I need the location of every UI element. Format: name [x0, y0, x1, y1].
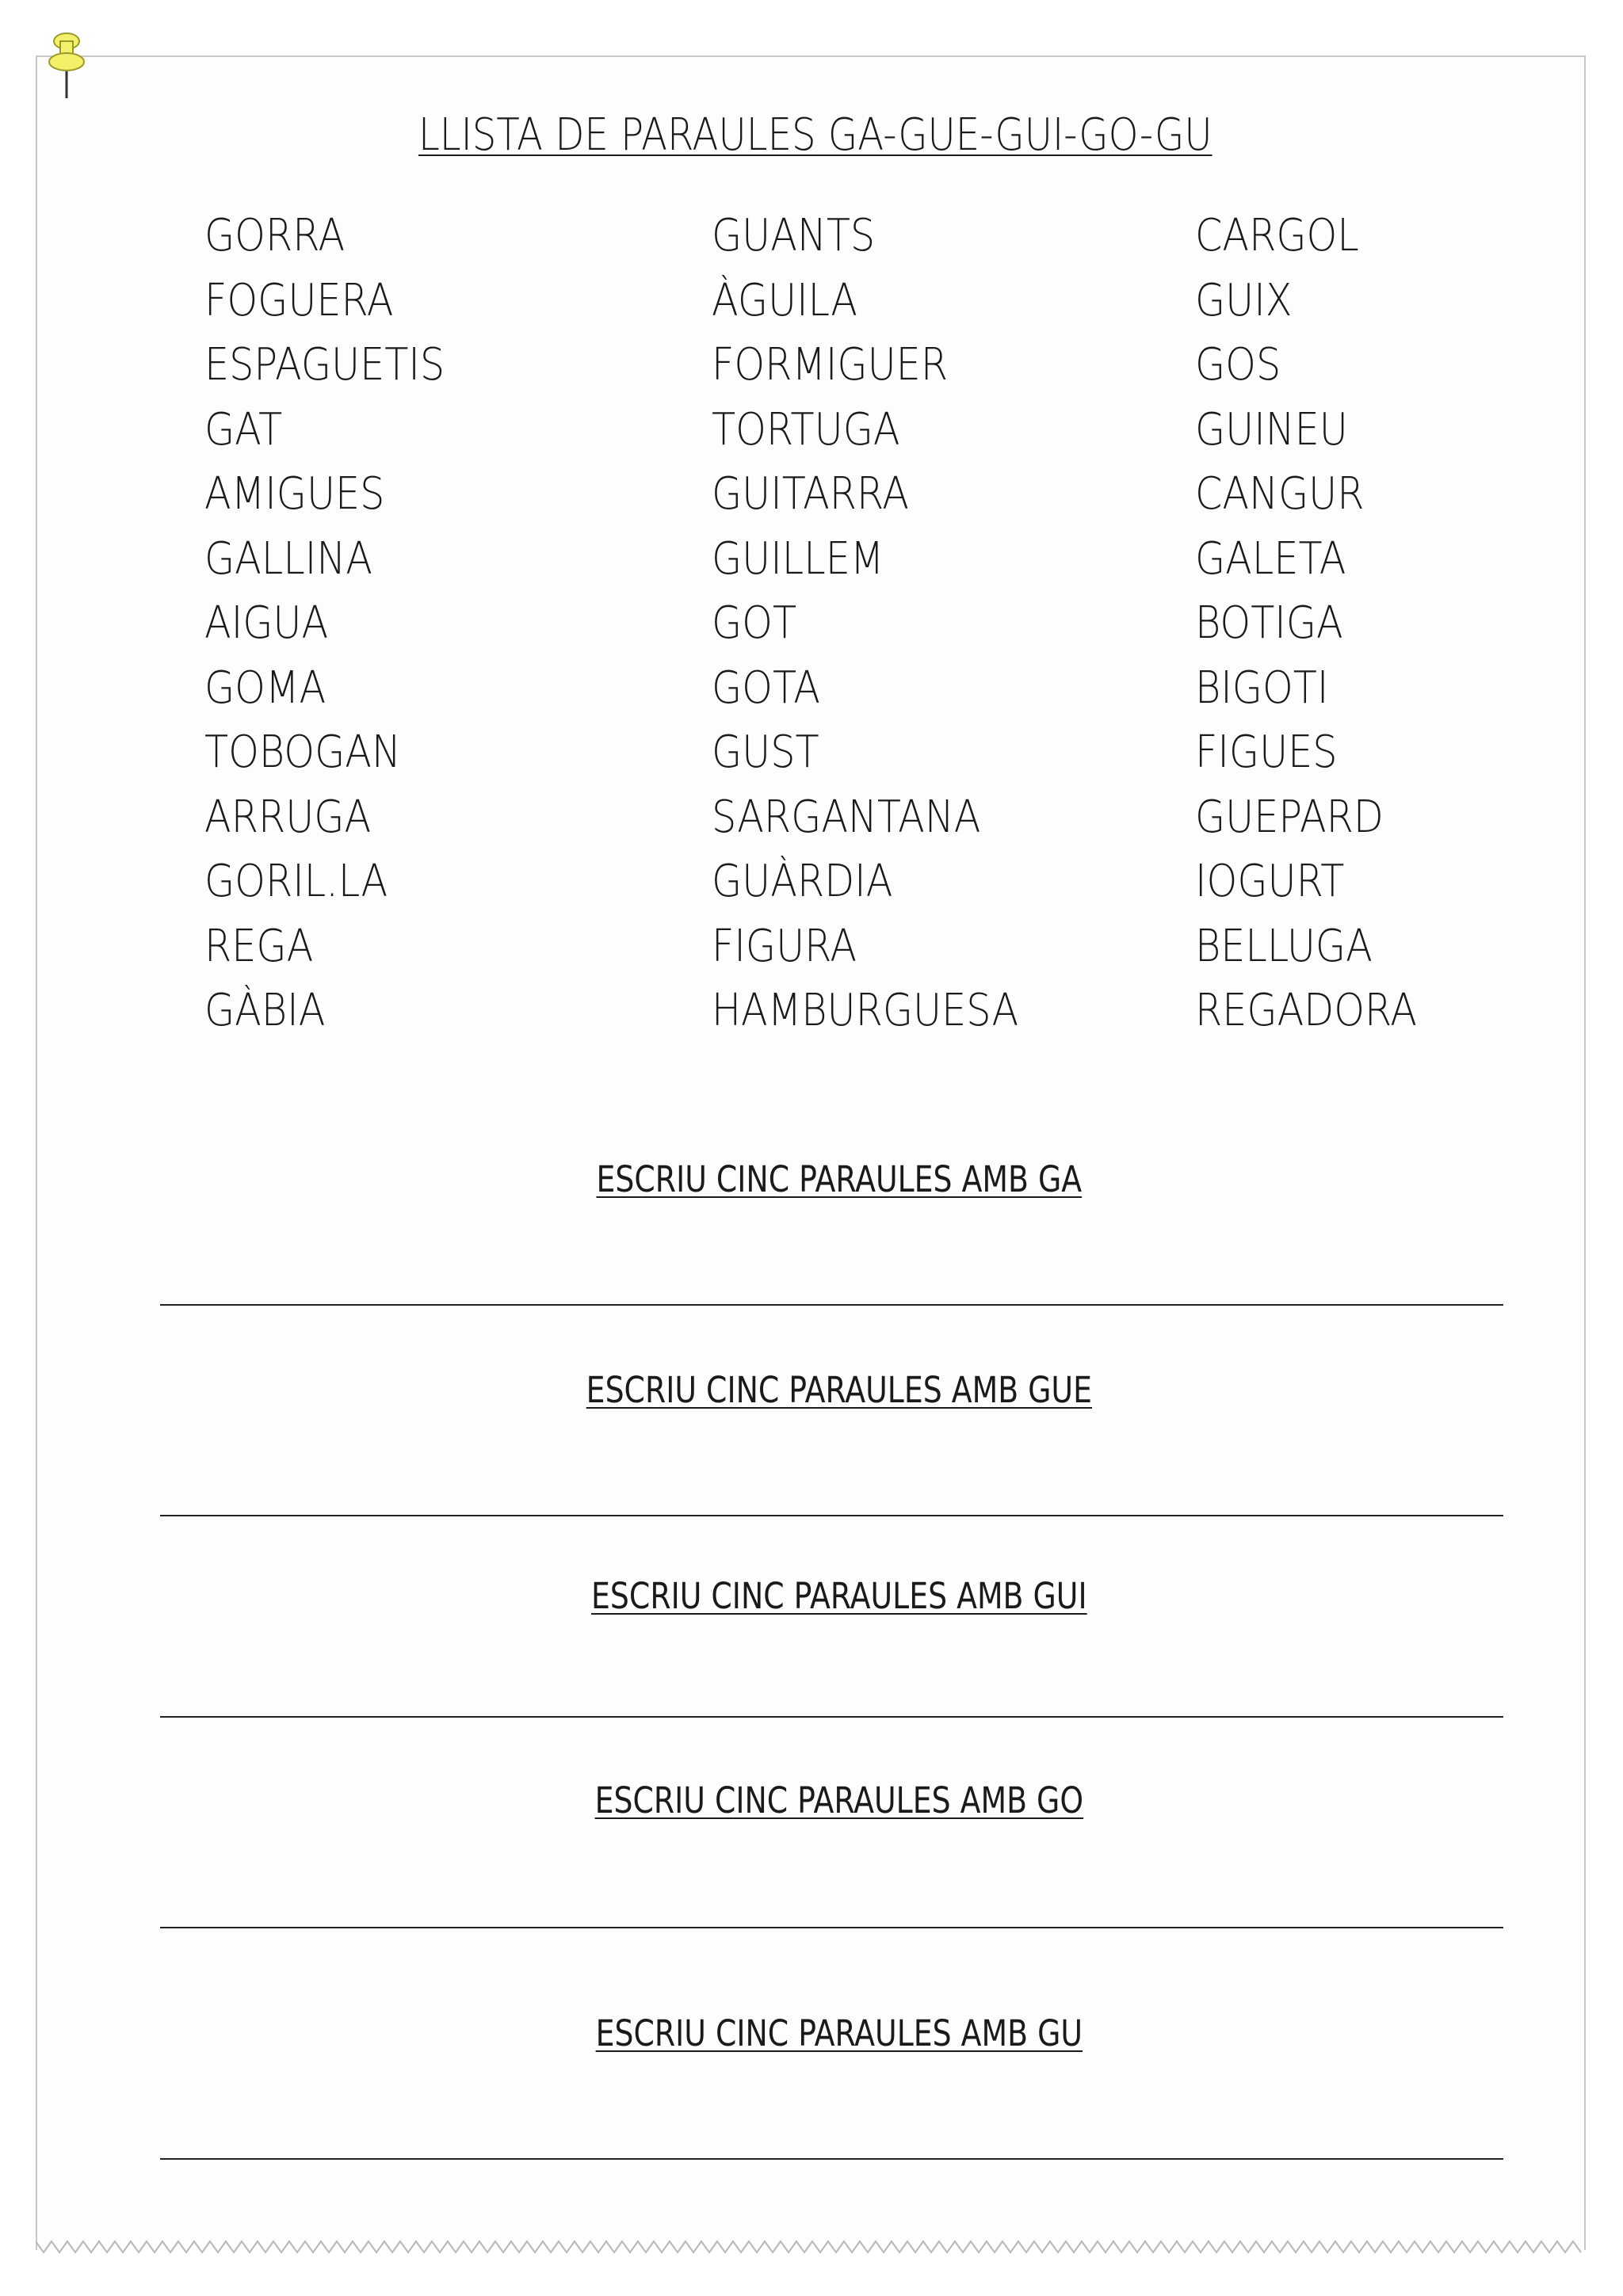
word-item: GUILLEM — [712, 532, 884, 585]
exercise-prompt-gui — [134, 1575, 1544, 1617]
word-item: TORTUGA — [712, 403, 900, 456]
word-column-1 — [204, 212, 477, 1052]
word-item: GALETA — [1195, 532, 1346, 585]
exercise-prompt-text: ESCRIU CINC PARAULES AMB GO — [594, 1779, 1084, 1821]
exercise-prompt-gue — [134, 1369, 1544, 1411]
exercise-prompt-text: ESCRIU CINC PARAULES AMB GUI — [591, 1575, 1087, 1617]
word-item: BOTIGA — [1195, 597, 1343, 649]
pushpin-icon — [41, 30, 92, 101]
word-item: BELLUGA — [1195, 920, 1373, 972]
exercise-prompt-ga — [134, 1158, 1544, 1200]
word-item: REGA — [204, 920, 314, 972]
word-item: HAMBURGUESA — [712, 985, 1019, 1036]
word-item: GOT — [712, 597, 797, 649]
word-item: GORIL.LA — [204, 856, 388, 907]
word-item: GAT — [204, 403, 283, 456]
word-item: GALLINA — [204, 532, 372, 585]
word-item: ÀGUILA — [712, 274, 857, 326]
exercise-prompt-go — [134, 1779, 1544, 1821]
word-item: AMIGUES — [204, 468, 385, 520]
answer-line-go[interactable] — [160, 1927, 1503, 1928]
word-item: GOMA — [204, 662, 327, 714]
word-item: GUÀRDIA — [712, 856, 893, 907]
answer-line-ga[interactable] — [160, 1304, 1503, 1306]
page-title-text: LLISTA DE PARAULES GA-GUE-GUI-GO-GU — [418, 109, 1212, 161]
word-item: IOGURT — [1195, 856, 1345, 907]
word-item: REGADORA — [1195, 985, 1417, 1036]
word-item: GOTA — [712, 662, 820, 714]
word-item: FIGUES — [1195, 727, 1338, 778]
word-item: GUST — [712, 727, 819, 778]
answer-line-gu[interactable] — [160, 2158, 1503, 2160]
word-item: FOGUERA — [204, 274, 394, 326]
exercise-prompt-text: ESCRIU CINC PARAULES AMB GU — [595, 2012, 1083, 2054]
word-column-3 — [1195, 212, 1447, 1052]
torn-paper-edge — [36, 2238, 1586, 2257]
word-item: ARRUGA — [204, 791, 372, 843]
word-item: AIGUA — [204, 597, 329, 649]
word-item: CARGOL — [1195, 210, 1359, 261]
word-item: GOS — [1195, 339, 1281, 391]
word-item: GÀBIA — [204, 985, 326, 1036]
word-item: CANGUR — [1195, 468, 1365, 520]
word-column-2 — [712, 212, 1060, 1052]
word-item: FIGURA — [712, 920, 857, 972]
word-item: GORRA — [204, 210, 346, 261]
answer-line-gui[interactable] — [160, 1716, 1503, 1718]
word-item: BIGOTI — [1195, 662, 1329, 714]
word-item: SARGANTANA — [712, 791, 981, 843]
word-item: GUITARRA — [712, 468, 909, 520]
word-item: TOBOGAN — [204, 727, 401, 778]
word-item: ESPAGUETIS — [204, 339, 445, 391]
exercise-prompt-text: ESCRIU CINC PARAULES AMB GA — [596, 1158, 1083, 1200]
page-title — [117, 109, 1513, 161]
word-item: GUINEU — [1195, 403, 1348, 456]
exercise-prompt-text: ESCRIU CINC PARAULES AMB GUE — [586, 1369, 1092, 1411]
word-item: GUANTS — [712, 210, 876, 261]
word-item: GUEPARD — [1195, 791, 1384, 843]
word-item: GUIX — [1195, 274, 1293, 326]
answer-line-gue[interactable] — [160, 1515, 1503, 1516]
word-item: FORMIGUER — [712, 339, 949, 391]
exercise-prompt-gu — [134, 2012, 1544, 2054]
